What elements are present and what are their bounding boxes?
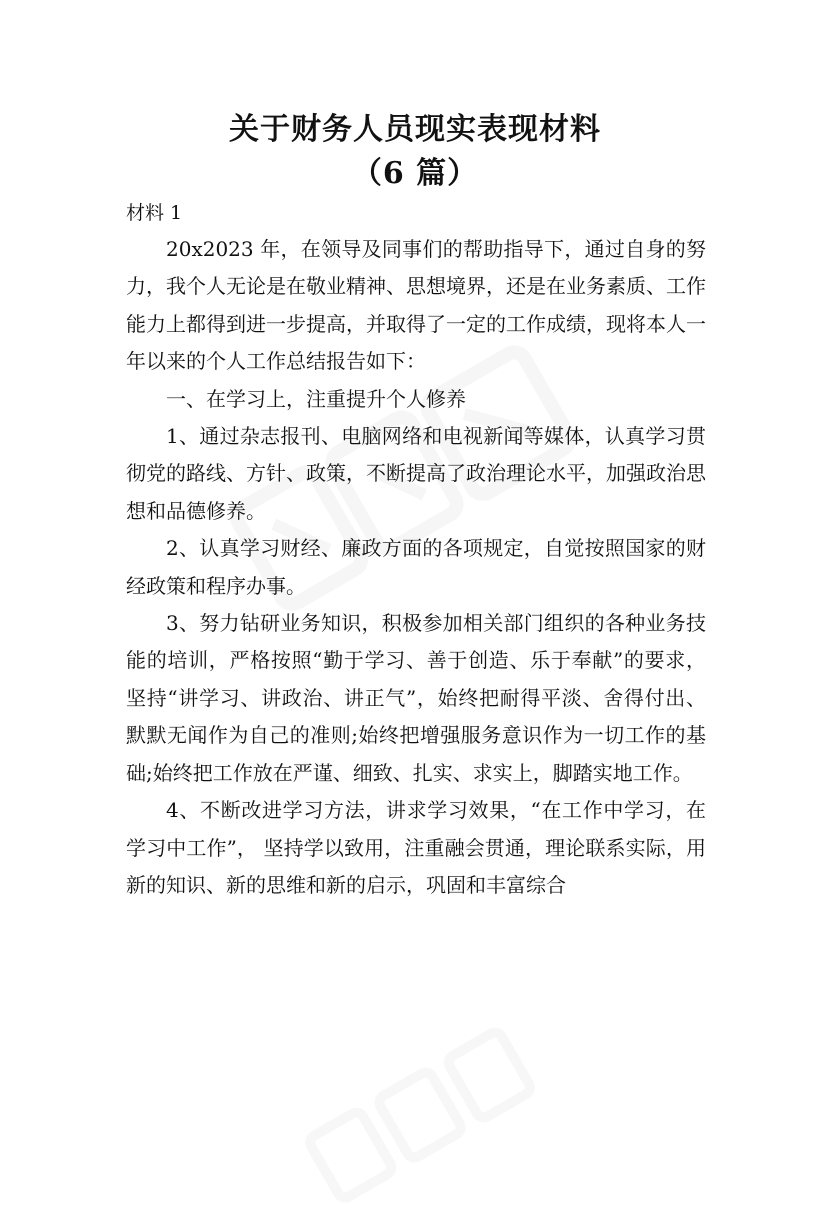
paragraph: 1、通过杂志报刊、电脑网络和电视新闻等媒体，认真学习贯彻党的路线、方针、政策，不断提高了政治理论水平，加强政治思想和品德修养。 — [126, 424, 706, 523]
paragraph: 2、认真学习财经、廉政方面的各项规定，自觉按照国家的财经政策和程序办事。 — [126, 536, 706, 598]
document-title: 关于财务人员现实表现材料 — [229, 112, 601, 147]
section-label: 材料 1 — [126, 202, 183, 224]
document-body — [126, 231, 706, 904]
watermark-logo-bottom — [289, 1007, 552, 1222]
paragraph: 4、不断改进学习方法，讲求学习效果，“在工作中学习，在学习中工作”， 坚持学以致用，注重融会贯通，理论联系实际，用新的知识、新的思维和新的启示，巩固和丰富综合 — [126, 798, 706, 897]
paragraph: 3、努力钻研业务知识，积极参加相关部门组织的各种业务技能的培训，严格按照“勤于学习、善于创造、乐于奉献”的要求，坚持“讲学习、讲政治、讲正气”，始终把耐得平淡、舍得付出、默默无闻作为自己的准则;始终把增强服务意识作为一切工作的基础;始终把工作放在严谨、细致、扎实、求实上，脚踏实地工作。 — [126, 611, 706, 785]
document-subtitle: （6 篇） — [351, 156, 479, 191]
paragraph: 一、在学习上，注重提升个人修养 — [166, 386, 466, 411]
paragraph: 20x2023 年，在领导及同事们的帮助指导下，通过自身的努力，我个人无论是在敬业精神、思想境界，还是在业务素质、工作能力上都得到进一步提高，并取得了一定的工作成绩，现将本人一年以来的个人工作总结报告如下： — [126, 237, 706, 374]
